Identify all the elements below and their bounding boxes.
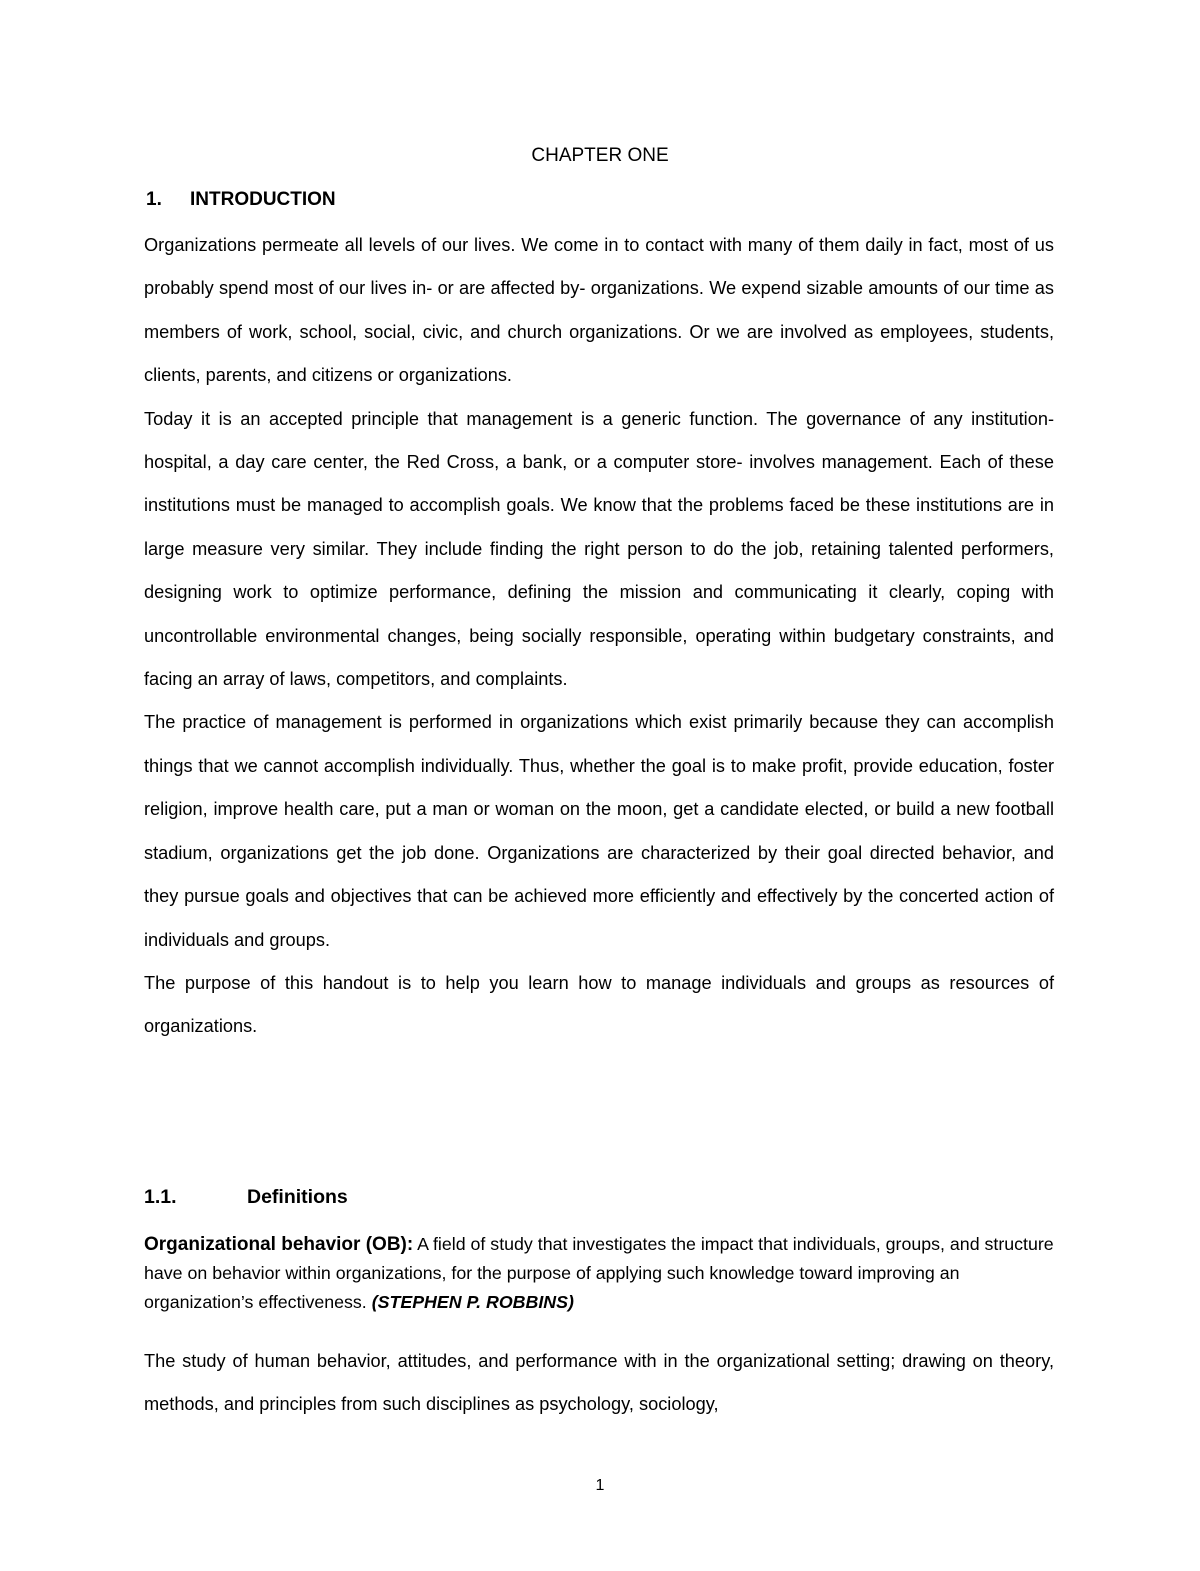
- definition-block: [144, 1230, 1059, 1317]
- paragraph: Today it is an accepted principle that management is a generic function. The governance of any institution- hospital, a day care center, the Red Cross, a bank, or a computer store- involves management. Each of these institutions must be managed to accomplish goals. We know that the problems faced be these institutions are in large measure very similar. They include finding the right person to do the job, retaining talented performers, designing work to optimize performance, defining the mission and communicating it clearly, coping with uncontrollable environmental changes, being socially responsible, operating within budgetary constraints, and facing an array of laws, competitors, and complaints.: [144, 408, 1054, 690]
- section-heading: [146, 189, 336, 211]
- paragraph: The study of human behavior, attitudes, and performance with in the organizational setting; drawing on theory, methods, and principles from such disciplines as psychology, sociology,: [144, 1351, 1054, 1415]
- subsection-heading: [144, 1186, 348, 1209]
- definition-text: A field of study that investigates the impact that individuals, groups, and structure have on behavior within organizations, for the purpose of applying such knowledge toward improving an organization’s effectiveness.: [144, 1234, 1054, 1312]
- paragraph: The purpose of this handout is to help you learn how to manage individuals and groups as resources of organizations.: [144, 972, 1054, 1037]
- section-title: INTRODUCTION: [190, 189, 336, 210]
- chapter-title: CHAPTER ONE: [531, 145, 669, 166]
- paragraph: The practice of management is performed in organizations which exist primarily because they can accomplish things that we cannot accomplish individually. Thus, whether the goal is to make profit, provide education, foster religion, improve health care, put a man or woman on the moon, get a candidate elected, or build a new football stadium, organizations get the job done. Organizations are characterized by their goal directed behavior, and they pursue goals and objectives that can be achieved more efficiently and effectively by the concerted action of individuals and groups.: [144, 712, 1054, 950]
- definition-term: Organizational behavior (OB):: [144, 1234, 414, 1255]
- definition-paragraph: [144, 1230, 1059, 1317]
- paragraph: Organizations permeate all levels of our lives. We come in to contact with many of them daily in fact, most of us probably spend most of our lives in- or are affected by- organizations. We expend sizable amounts of our time as members of work, school, social, civic, and church organizations. Or we are involved as employees, students, clients, parents, and citizens or organizations.: [144, 235, 1054, 386]
- definition-citation: (STEPHEN P. ROBBINS): [371, 1292, 574, 1312]
- subsection-title: Definitions: [247, 1186, 348, 1208]
- page-number: 1: [595, 1477, 605, 1494]
- section-number: 1.: [146, 189, 162, 210]
- introduction-body: [144, 224, 1054, 1049]
- subsection-number: 1.1.: [144, 1186, 177, 1208]
- study-definition-body: [144, 1340, 1054, 1427]
